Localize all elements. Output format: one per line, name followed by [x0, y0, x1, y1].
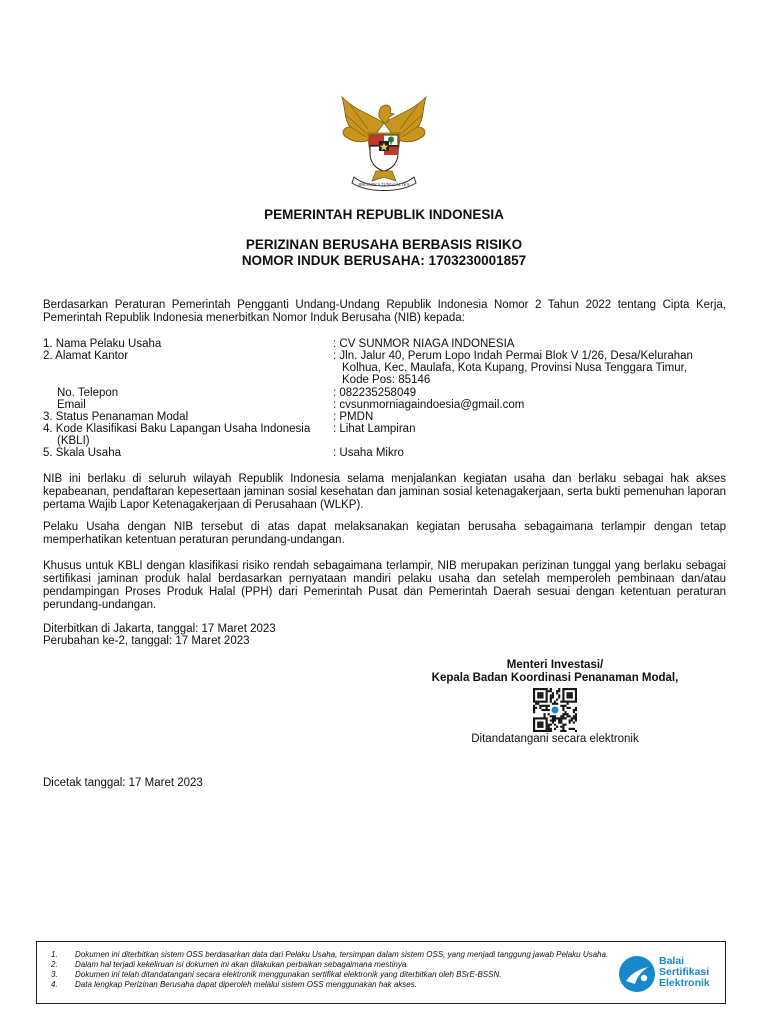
field-value-kbli: : Lihat Lampiran — [333, 423, 416, 435]
government-title: PEMERINTAH REPUBLIK INDONESIA — [264, 207, 504, 222]
field-label-skala: 5. Skala Usaha — [43, 447, 121, 459]
field-value-alamat-2: Kolhua, Kec. Maulafa, Kota Kupang, Provinsi Nusa Tenggara Timur, — [342, 362, 687, 374]
paragraph-halal: Khusus untuk KBLI dengan klasifikasi risiko rendah sebagaimana terlampir, NIB merupakan perizinan tunggal yang berlaku sebagai sertifikasi jaminan produk halal berdasarkan pernyataan mandiri pelaku usaha dan setelah memperoleh pembinaan dan/atau pendampingan Proses Produk Halal (PPH) dari Pemerintah Pusat dan Pemerintah Daerah sesuai dengan ketentuan peraturan perundang-undangan. — [43, 560, 726, 611]
revision-date: Perubahan ke-2, tanggal: 17 Maret 2023 — [43, 635, 250, 647]
nib-number: NOMOR INDUK BERUSAHA: 1703230001857 — [241, 253, 527, 268]
paragraph-activities: Pelaku Usaha dengan NIB tersebut di atas dapat melaksanakan kegiatan berusaha sebagaimana terlampir dengan tetap memperhatikan ketentuan peraturan perundang-undangan. — [43, 521, 726, 546]
field-label-email: Email — [57, 399, 86, 411]
footer-note: 3. Dokumen ini telah ditandatangani secara elektronik menggunakan sertifikat elektronik yang diterbitkan oleh BSrE-BSSN. — [51, 970, 502, 979]
field-value-nama: : CV SUNMOR NIAGA INDONESIA — [333, 338, 515, 350]
footer-note: 2. Dalam hal terjadi kekeliruan isi dokumen ini akan dilakukan perbaikan sebagaimana mestinya. — [51, 960, 409, 969]
issued-date: Diterbitkan di Jakarta, tanggal: 17 Maret 2023 — [43, 623, 276, 635]
field-label-status: 3. Status Penanaman Modal — [43, 411, 189, 423]
signature-title-2: Kepala Badan Koordinasi Penanaman Modal, — [431, 672, 679, 684]
document-title: PERIZINAN BERUSAHA BERBASIS RISIKO — [245, 237, 523, 252]
electronic-signature-note: Ditandatangani secara elektronik — [471, 733, 639, 745]
field-label-kbli-1: 4. Kode Klasifikasi Baku Lapangan Usaha Indonesia — [43, 423, 311, 435]
field-value-alamat-1: : Jln. Jalur 40, Perum Lopo Indah Permai Blok V 1/26, Desa/Kelurahan — [333, 350, 693, 362]
footer-note: 1. Dokumen ini diterbitkan sistem OSS berdasarkan data dari Pelaku Usaha, tersimpan dalam sistem OSS, yang menjadi tanggung jawab Pelaku Usaha. — [51, 950, 609, 959]
field-value-email: : cvsunmorniagaindoesia@gmail.com — [333, 399, 525, 411]
field-value-alamat-3: Kode Pos: 85146 — [342, 374, 431, 386]
field-label-nama: 1. Nama Pelaku Usaha — [43, 338, 162, 350]
footer-notes-list — [51, 950, 617, 990]
field-value-telepon: : 082235258049 — [333, 387, 417, 399]
garuda-emblem-icon — [332, 93, 436, 193]
footer-notes-box — [36, 941, 726, 1004]
field-label-kbli-2: (KBLI) — [57, 435, 90, 447]
bsre-logo — [617, 952, 719, 996]
bsre-logo-text: Balai Sertifikasi Elektronik — [659, 955, 710, 989]
field-label-alamat: 2. Alamat Kantor — [43, 350, 129, 362]
bsre-logo-icon — [617, 954, 657, 994]
emblem-motto: BHINNEKA TUNGGAL IKA — [358, 182, 410, 187]
footer-note: 4. Data lengkap Perizinan Berusaha dapat diperoleh melalui sistem OSS menggunakan hak akses. — [51, 980, 417, 989]
intro-paragraph: Berdasarkan Peraturan Pemerintah Pengganti Undang-Undang Republik Indonesia Nomor 2 Tahun 2022 tentang Cipta Kerja, Pemerintah Republik Indonesia menerbitkan Nomor Induk Berusaha (NIB) kepada: — [43, 299, 726, 324]
qr-code-icon[interactable] — [533, 688, 577, 732]
field-value-skala: : Usaha Mikro — [333, 447, 404, 459]
signature-title-1: Menteri Investasi/ — [506, 659, 604, 671]
paragraph-validity: NIB ini berlaku di seluruh wilayah Republik Indonesia selama menjalankan kegiatan usaha dan berlaku sebagai hak akses kepabeanan, pendaftaran kepesertaan jaminan sosial kesehatan dan jaminan sosial ketenagakerjaan, serta bukti pemenuhan laporan pertama Wajib Lapor Ketenagakerjaan di Perusahaan (WLKP). — [43, 473, 726, 511]
field-label-telepon: No. Telepon — [57, 387, 119, 399]
printed-date: Dicetak tanggal: 17 Maret 2023 — [43, 777, 203, 789]
field-value-status: : PMDN — [333, 411, 374, 423]
